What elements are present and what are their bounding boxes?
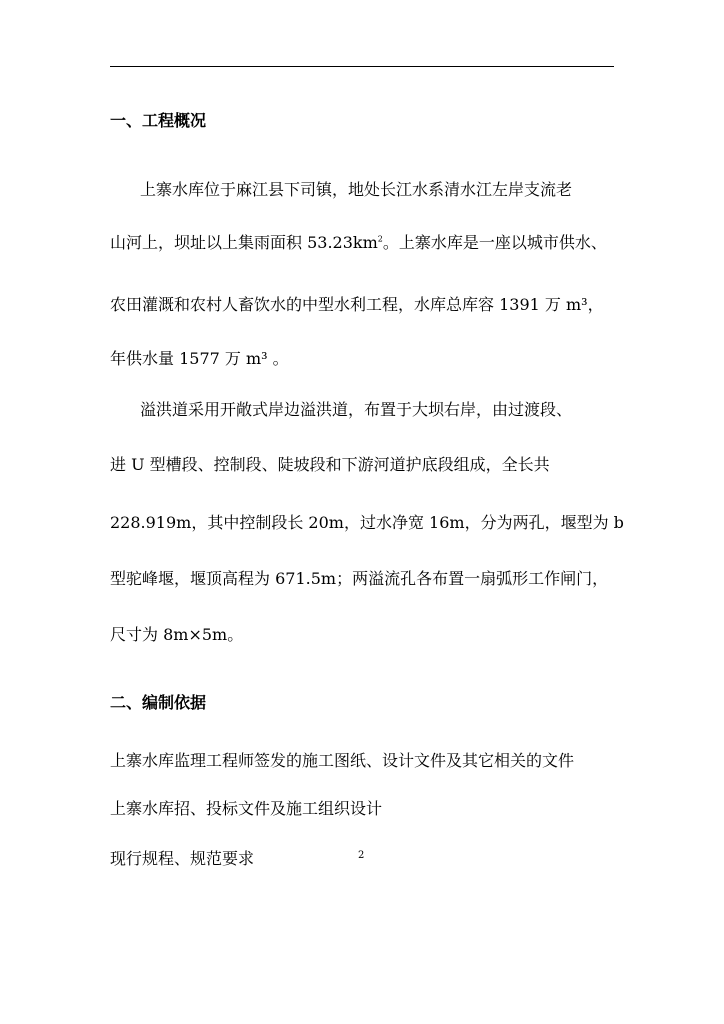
list-item: 上寨水库招、投标文件及施工组织设计 — [110, 799, 383, 818]
paragraph-line: 上寨水库位于麻江县下司镇，地处长江水系清水江左岸支流老 — [140, 180, 573, 199]
paragraph-line: 尺寸为 8m×5m。 — [110, 625, 244, 644]
paragraph-line: 溢洪道采用开敞式岸边溢洪道，布置于大坝右岸，由过渡段、 — [140, 400, 573, 419]
paragraph-line: 型驼峰堰，堰顶高程为 671.5m；两溢流孔各布置一扇弧形工作闸门， — [110, 569, 609, 588]
paragraph-line — [110, 230, 607, 253]
superscript: 2 — [377, 234, 383, 244]
paragraph-text: 。上寨水库是一座以城市供水、 — [382, 233, 607, 252]
list-item: 现行规程、规范要求 — [110, 849, 255, 868]
paragraph-line: 农田灌溉和农村人畜饮水的中型水利工程，水库总库容 1391 万 m³， — [110, 295, 604, 314]
paragraph-line: 228.919m，其中控制段长 20m，过水净宽 16m，分为两孔，堰型为 b — [110, 513, 624, 532]
section-heading-basis: 二、编制依据 — [110, 693, 207, 712]
paragraph-line: 年供水量 1577 万 m³ 。 — [110, 349, 289, 368]
header-rule — [110, 66, 614, 67]
page-number: 2 — [358, 850, 365, 861]
paragraph-text: 山河上，坝址以上集雨面积 53.23km — [110, 233, 378, 252]
paragraph-line: 进 U 型槽段、控制段、陡坡段和下游河道护底段组成，全长共 — [110, 455, 550, 474]
list-item: 上寨水库监理工程师签发的施工图纸、设计文件及其它相关的文件 — [110, 751, 575, 770]
section-heading-overview: 一、工程概况 — [110, 111, 207, 130]
